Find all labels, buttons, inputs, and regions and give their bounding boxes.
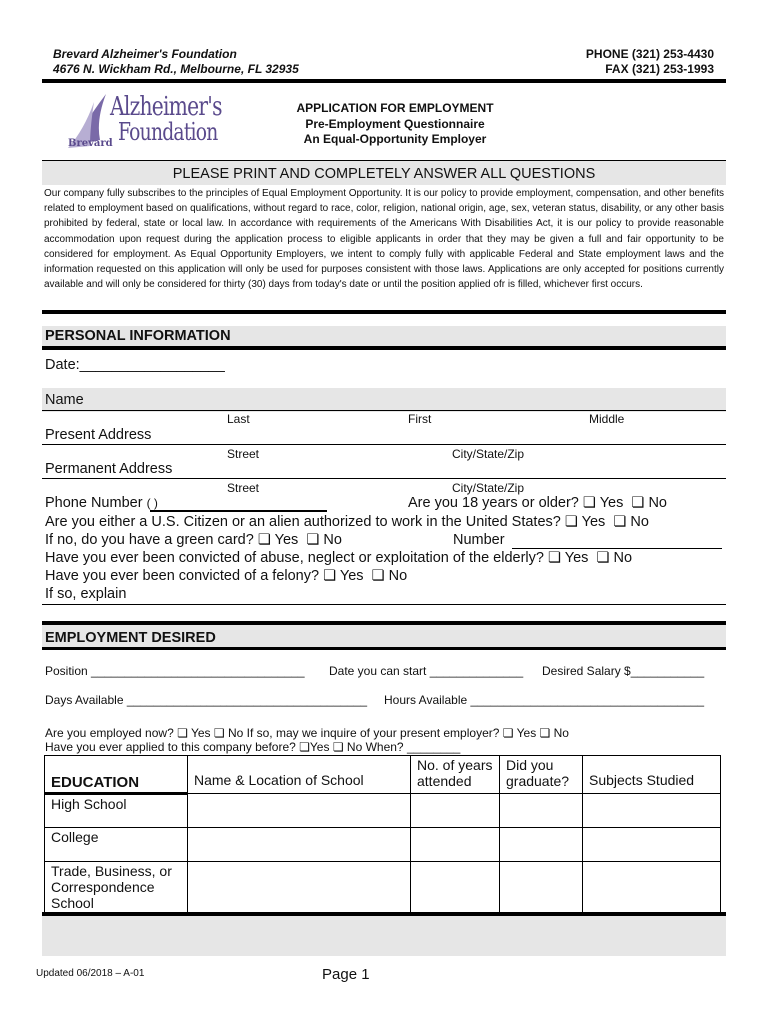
phone-row <box>45 495 158 512</box>
phone: PHONE (321) 253-4430 <box>585 47 714 61</box>
present-street-label: Street <box>227 447 260 461</box>
logo-line2: Foundation <box>118 118 218 146</box>
trade-name-cell[interactable] <box>188 862 411 914</box>
phone-paren[interactable]: ( ) <box>146 496 158 510</box>
age-yes-label: Yes <box>599 495 624 511</box>
high-school-grad-cell[interactable] <box>500 794 583 828</box>
intro-rule <box>42 310 726 314</box>
table-row <box>45 862 721 914</box>
green-yes-checkbox[interactable]: ❏ <box>257 532 271 548</box>
citizen-no-label: No <box>630 514 649 530</box>
phone-line[interactable] <box>150 510 327 512</box>
banner: PLEASE PRINT AND COMPLETELY ANSWER ALL QUESTIONS <box>172 166 596 182</box>
personal-heading: PERSONAL INFORMATION <box>45 328 231 344</box>
salary-field[interactable]: Desired Salary $___________ <box>542 664 705 678</box>
permanent-street-label: Street <box>227 481 260 495</box>
education-table <box>44 755 721 914</box>
row-college: College <box>45 828 188 862</box>
abuse-no-checkbox[interactable]: ❏ <box>596 550 610 566</box>
citizen-yes-checkbox[interactable]: ❏ <box>564 514 578 530</box>
applied-before-question[interactable]: Have you ever applied to this company before? ❏Yes ❏ No When? ________ <box>45 740 461 754</box>
last-label: Last <box>227 412 250 426</box>
trade-subjects-cell[interactable] <box>583 862 721 914</box>
updated-note: Updated 06/2018 – A-01 <box>36 968 145 979</box>
org-address: 4676 N. Wickham Rd., Melbourne, FL 32935 <box>53 62 299 76</box>
explain-line[interactable] <box>42 604 726 605</box>
hours-available-field[interactable]: Hours Available ___________________________________ <box>384 693 705 707</box>
green-card-text: If no, do you have a green card? <box>45 532 254 548</box>
college-years-cell[interactable] <box>411 828 500 862</box>
row-trade: Trade, Business, or Correspondence School <box>45 862 188 914</box>
phone-label: Phone Number <box>45 495 143 511</box>
education-heading <box>45 756 188 794</box>
green-card-question <box>45 532 342 549</box>
college-subjects-cell[interactable] <box>583 828 721 862</box>
citizen-yes-label: Yes <box>581 514 606 530</box>
green-no-label: No <box>323 532 342 548</box>
abuse-yes-checkbox[interactable]: ❏ <box>548 550 561 566</box>
col-school: Name & Location of School <box>188 756 411 794</box>
citizen-no-checkbox[interactable]: ❏ <box>613 514 627 530</box>
trade-grad-cell[interactable] <box>500 862 583 914</box>
education-footer-bg <box>42 916 726 956</box>
first-label: First <box>408 412 432 426</box>
logo-line1: Alzheimer's <box>110 92 222 122</box>
age-yes-checkbox[interactable]: ❏ <box>582 495 596 511</box>
age-question-text: Are you 18 years or older? <box>408 495 579 511</box>
page-number: Page 1 <box>322 966 370 983</box>
name-label: Name <box>45 392 84 408</box>
felony-question <box>45 568 407 585</box>
name-line[interactable] <box>42 410 726 411</box>
number-line[interactable] <box>512 548 722 549</box>
abuse-yes-label: Yes <box>564 550 589 566</box>
present-address-line[interactable] <box>42 444 726 445</box>
abuse-question-text: Have you ever been convicted of abuse, neglect or exploitation of the elderly? <box>45 550 544 566</box>
permanent-city-label: City/State/Zip <box>452 481 525 495</box>
employment-rule <box>42 647 726 650</box>
row-high-school: High School <box>45 794 188 828</box>
age-no-label: No <box>648 495 667 511</box>
education-heading-label: EDUCATION <box>51 774 140 791</box>
table-row <box>45 794 721 828</box>
col-subjects: Subjects Studied <box>583 756 721 794</box>
personal-rule <box>42 346 726 350</box>
start-date-field[interactable]: Date you can start ______________ <box>329 664 524 678</box>
days-available-field[interactable]: Days Available ____________________________________ <box>45 693 368 707</box>
intro-paragraph: Our company fully subscribes to the principles of Equal Employment Opportunity. It is our policy to provide employment, compensation, and other benefits related to employment based on qualifications, without regard to race, color, religion, national origin, age, sex, veteran status, disability, or any other basis prohibited by federal, state or local law. In accordance with requirements of the Americans With Disabilities Act, it is our policy to provide reasonable accommodation upon request during the application process to eligible applicants in order that they may be given a full and fair opportunity to be considered for employment. As Equal Opportunity Employers, we intent to comply fully with applicable Federal and State employment laws and the information requested on this application will only be used for purposes consistent with those laws. Applications are only accepted for positions currently available and will only be considered for thirty (30) days from today's date or until the position applied ofr is filled, whichever first occurs. <box>44 188 724 291</box>
logo <box>66 90 222 154</box>
citizen-question <box>45 514 649 531</box>
present-address-label: Present Address <box>45 427 152 443</box>
age-question <box>408 495 667 512</box>
form-titles <box>245 101 545 148</box>
table-row <box>45 828 721 862</box>
employment-heading: EMPLOYMENT DESIRED <box>45 630 216 646</box>
permanent-address-line[interactable] <box>42 478 726 479</box>
number-label: Number <box>453 532 505 548</box>
title-1: APPLICATION FOR EMPLOYMENT <box>296 101 494 115</box>
college-grad-cell[interactable] <box>500 828 583 862</box>
felony-no-checkbox[interactable]: ❏ <box>371 568 385 584</box>
felony-yes-label: Yes <box>339 568 364 584</box>
present-city-label: City/State/Zip <box>452 447 525 461</box>
name-row-bg <box>42 388 726 412</box>
fax: FAX (321) 253-1993 <box>605 62 714 76</box>
permanent-address-label: Permanent Address <box>45 461 173 477</box>
header-rule <box>42 79 726 83</box>
logo-small: Brevard <box>68 138 113 149</box>
col-years: No. of years attended <box>411 756 500 794</box>
green-yes-label: Yes <box>274 532 299 548</box>
position-field[interactable]: Position ________________________________ <box>45 664 305 678</box>
org-name: Brevard Alzheimer's Foundation <box>53 47 237 61</box>
citizen-question-text: Are you either a U.S. Citizen or an alien authorized to work in the United States? <box>45 514 561 530</box>
felony-no-label: No <box>388 568 408 584</box>
employed-now-question[interactable]: Are you employed now? ❏ Yes ❏ No If so, may we inquire of your present employer? ❏ Yes ❏ No <box>45 726 569 740</box>
title-3: An Equal-Opportunity Employer <box>303 132 487 146</box>
college-name-cell[interactable] <box>188 828 411 862</box>
table-row <box>45 756 721 794</box>
high-school-years-cell[interactable] <box>411 794 500 828</box>
green-no-checkbox[interactable]: ❏ <box>306 532 320 548</box>
high-school-subjects-cell[interactable] <box>583 794 721 828</box>
age-no-checkbox[interactable]: ❏ <box>631 495 645 511</box>
middle-label: Middle <box>589 412 625 426</box>
high-school-name-cell[interactable] <box>188 794 411 828</box>
abuse-question <box>45 550 632 567</box>
date-label[interactable]: Date:__________________ <box>45 357 225 373</box>
col-grad: Did you graduate? <box>500 756 583 794</box>
title-2: Pre-Employment Questionnaire <box>305 116 485 131</box>
felony-question-text: Have you ever been convicted of a felony? <box>45 568 320 584</box>
trade-years-cell[interactable] <box>411 862 500 914</box>
explain-label: If so, explain <box>45 586 127 602</box>
abuse-no-label: No <box>613 550 633 566</box>
felony-yes-checkbox[interactable]: ❏ <box>323 568 337 584</box>
